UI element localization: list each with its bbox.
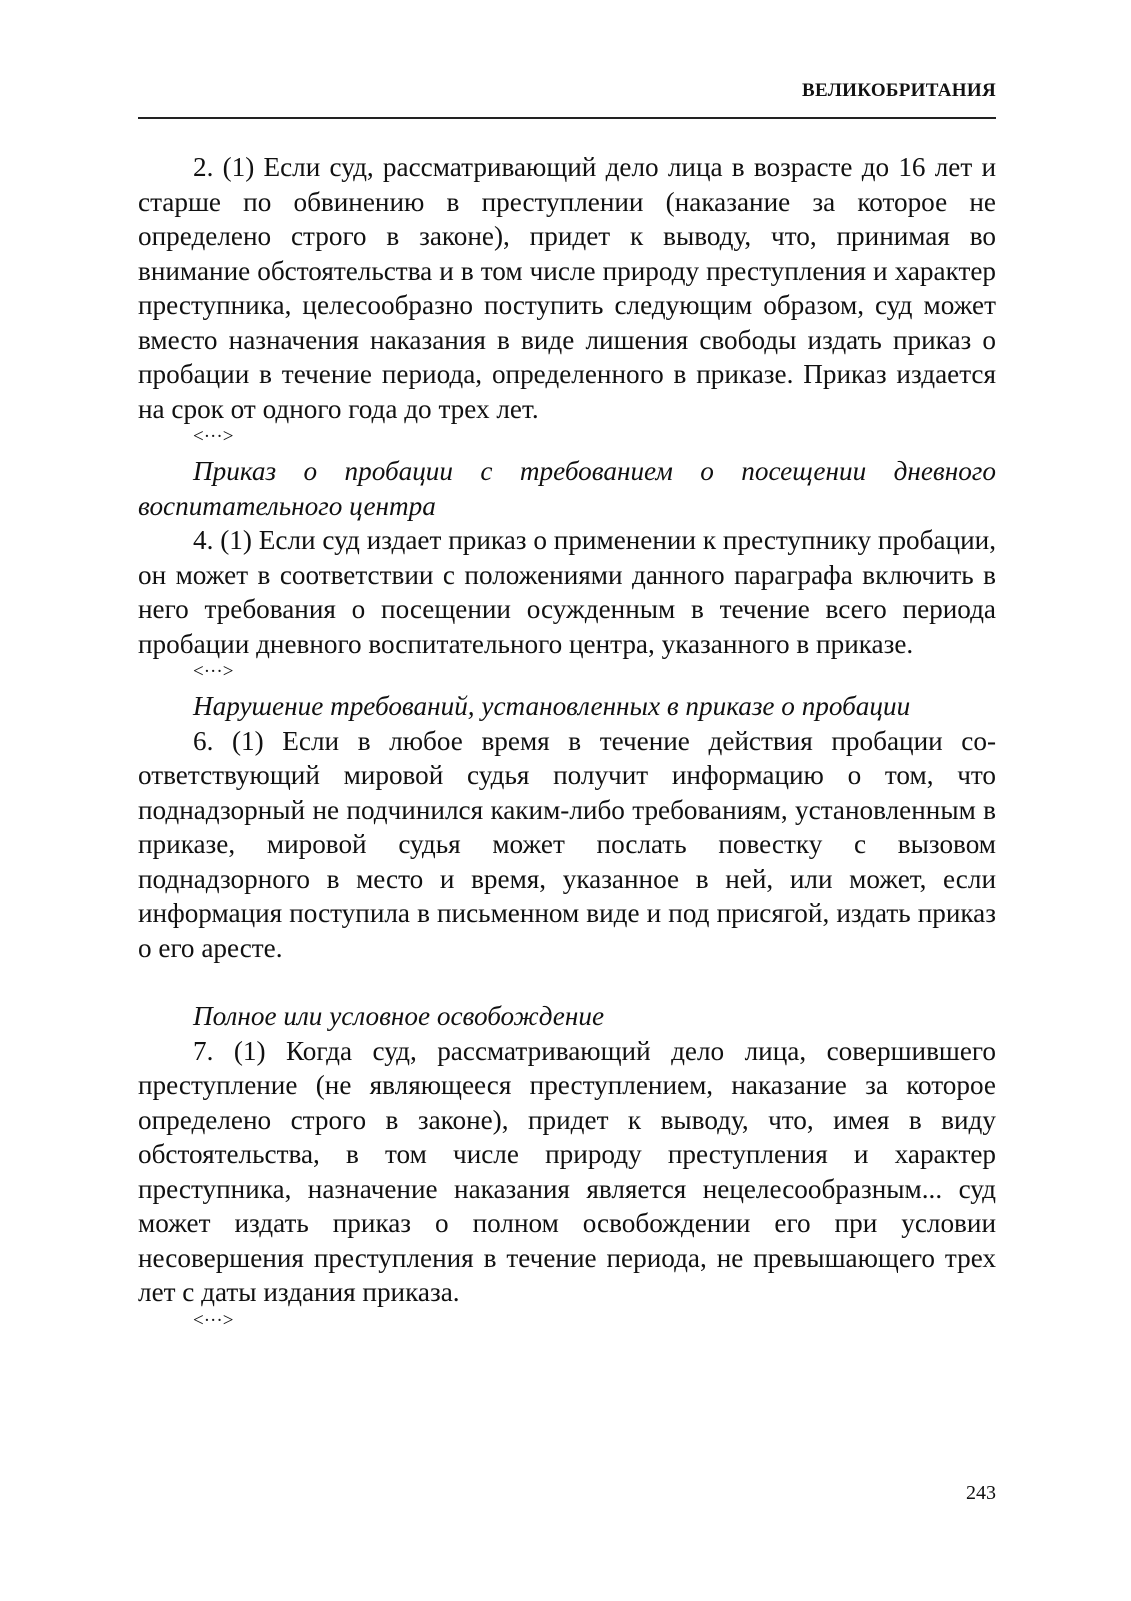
omission-mark: <···> bbox=[193, 661, 234, 682]
omission-mark: <···> bbox=[193, 426, 234, 447]
paragraph-2: 2. (1) Если суд, рассматривающий дело лица в возрасте до 16 лет и старше по обвинению в преступлении (наказание за которое не определено строго в законе), придет к выводу, что, принимая во внимание обстоятельства и в том числе природу преступления и характер преступника, целесообразно поступить следующим образом, суд может вместо назначения наказания в виде лишения свободы издать приказ о пробации в течение периода, определенного в приказе. Приказ издается на срок от одного года до трех лет. bbox=[138, 152, 996, 424]
section-heading: Полное или условное освобождение bbox=[193, 1001, 605, 1031]
omission-mark: <···> bbox=[193, 1309, 234, 1331]
paragraph-6: 6. (1) Если в любое время в течение действия пробации соответствующий мировой судья получит информацию о том, что поднадзорный не подчинился каким-либо требованиям, установленным в приказе, мировой судья может послать повестку с вызовом поднадзорного в место и время, указанное в ней, или может, если информация поступила в письменном виде и под присягой, издать приказ о его аресте. bbox=[138, 725, 996, 963]
paragraph-4: 4. (1) Если суд издает приказ о применении к преступнику пробации, он может в соответствии с положениями данного параграфа включить в него требования о посещении осужденным в течение всего периода пробации дневного воспитательного центра, указанного в приказе. bbox=[138, 525, 996, 659]
blank-line bbox=[138, 965, 996, 999]
page-body bbox=[138, 150, 996, 1338]
section-heading: Приказ о пробации с требованием о посещении дневного воспитательного центра bbox=[138, 456, 996, 521]
page-number: 243 bbox=[966, 1482, 996, 1504]
section-heading: Нарушение требований, установленных в приказе о пробации bbox=[193, 691, 911, 721]
header-rule bbox=[138, 117, 996, 119]
running-title: ВЕЛИКОБРИТАНИЯ bbox=[802, 80, 996, 101]
paragraph-7: 7. (1) Когда суд, рассматривающий дело лица, совершившего преступление (не являющееся преступлением, наказание за которое определено строго в законе), придет к выводу, что, имея в виду обстоятельства, в том числе природу преступления и характер преступника, назначение наказания является нецелесообразным... суд может издать приказ о полном освобождении его при условии несовершения преступления в течение периода, не превышающего трех лет с даты издания приказа. bbox=[138, 1035, 996, 1307]
